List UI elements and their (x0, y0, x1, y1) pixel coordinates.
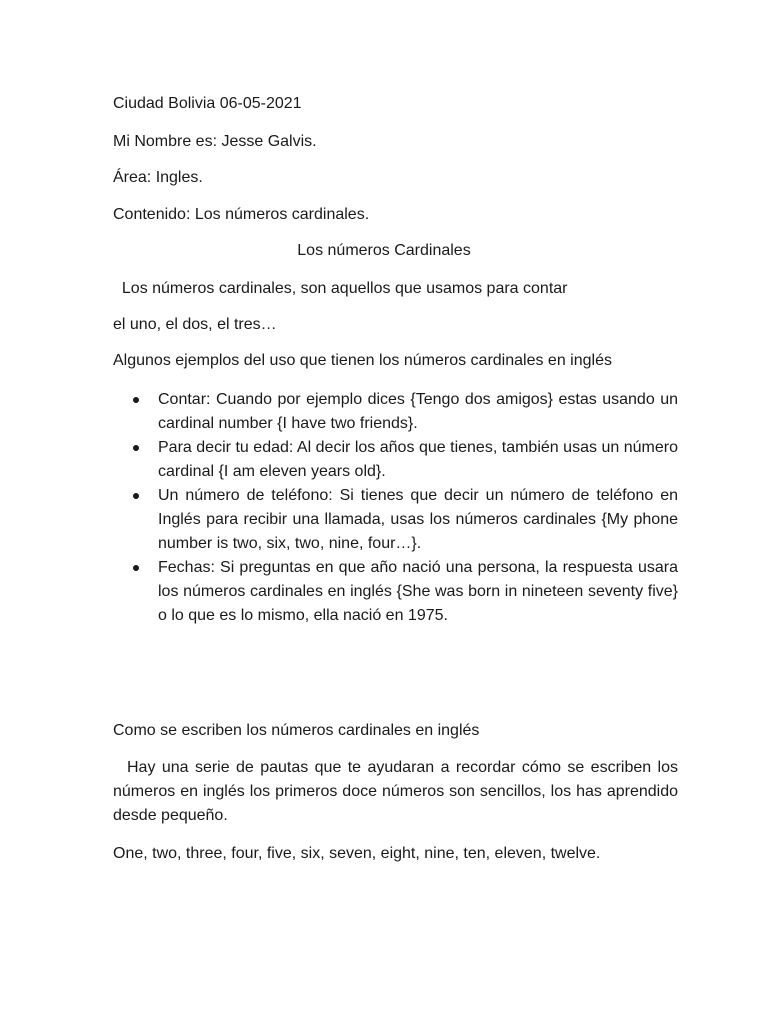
list-item (113, 388, 678, 436)
list-item (113, 556, 678, 628)
list-item-text: Un número de teléfono: Si tienes que decir un número de teléfono en Inglés para recibir una llamada, usas los números cardinales {My phone number is two, six, two, nine, four…}. (158, 487, 678, 552)
intro-line-1: Los números cardinales, son aquellos que usamos para contar (113, 280, 568, 297)
list-item-text: Contar: Cuando por ejemplo dices {Tengo dos amigos} estas usando un cardinal number {I have two friends}. (158, 391, 678, 432)
examples-heading: Algunos ejemplos del uso que tienen los números cardinales en inglés (113, 352, 612, 369)
bullet-icon (133, 397, 139, 403)
bullet-icon (133, 445, 139, 451)
place-date-line: Ciudad Bolivia 06-05-2021 (113, 95, 302, 112)
name-line: Mi Nombre es: Jesse Galvis. (113, 133, 317, 150)
list-item (113, 484, 678, 556)
examples-list (113, 388, 678, 628)
area-line: Área: Ingles. (113, 169, 203, 186)
writing-heading: Como se escriben los números cardinales en inglés (113, 722, 480, 739)
writing-paragraph: Hay una serie de pautas que te ayudaran a recordar cómo se escriben los números en inglés los primeros doce números son sencillos, los has aprendido desde pequeño. (113, 759, 678, 824)
bullet-icon (133, 565, 139, 571)
numbers-line: One, two, three, four, five, six, seven, eight, nine, ten, eleven, twelve. (113, 845, 601, 862)
bullet-icon (133, 493, 139, 499)
document-title: Los números Cardinales (297, 242, 471, 259)
list-item-text: Para decir tu edad: Al decir los años que tienes, también usas un número cardinal {I am eleven years old}. (158, 439, 678, 480)
content-line: Contenido: Los números cardinales. (113, 206, 370, 223)
list-item (113, 436, 678, 484)
intro-line-2: el uno, el dos, el tres… (113, 316, 277, 333)
list-item-text: Fechas: Si preguntas en que año nació una persona, la respuesta usara los números cardinales en inglés {She was born in nineteen seventy five} o lo que es lo mismo, ella nació en 1975. (158, 559, 678, 624)
